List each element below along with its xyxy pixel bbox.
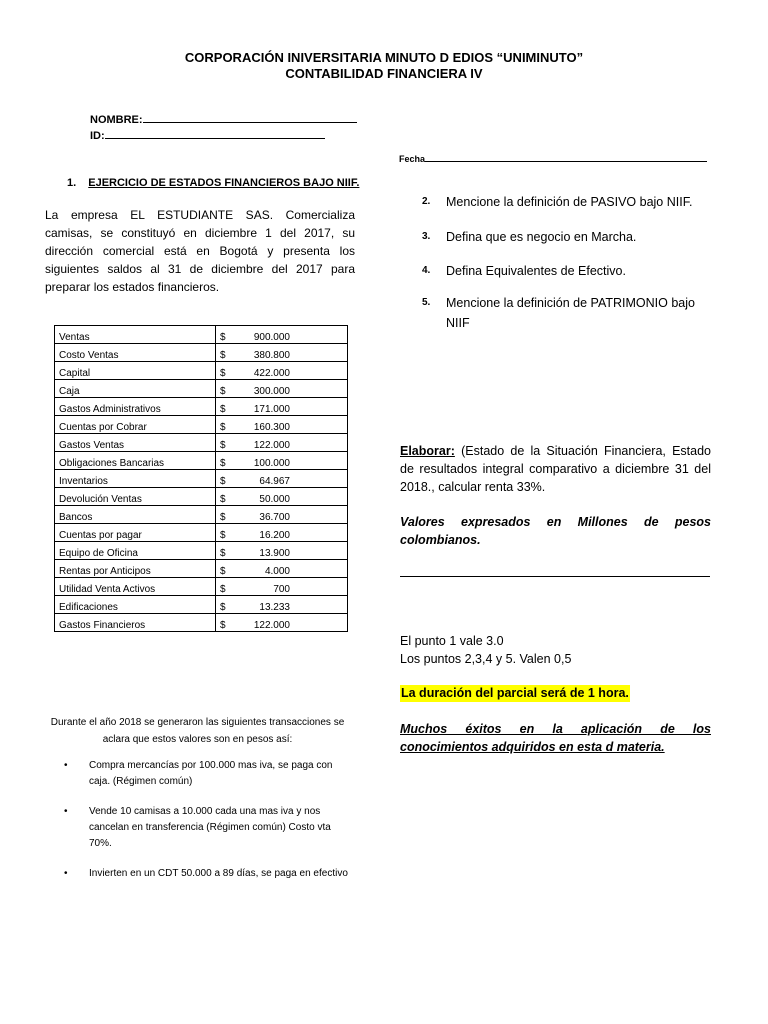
amount-value: 122.000 (253, 620, 290, 631)
amount-value: 4.000 (264, 566, 290, 577)
table-row (55, 416, 348, 434)
exercise-title: EJERCICIO DE ESTADOS FINANCIEROS BAJO NIIF. (88, 177, 360, 189)
values-note: Valores expresados en Millones de pesos colombianos. (400, 515, 711, 547)
balances-table (54, 325, 348, 632)
account-amount (216, 506, 348, 524)
amount-value: 122.000 (253, 440, 290, 451)
amount-value: 380.800 (253, 350, 290, 361)
amount-value: 100.000 (253, 458, 290, 469)
table-row (55, 326, 348, 344)
fecha-label: Fecha (399, 154, 426, 164)
account-amount (216, 578, 348, 596)
account-amount (216, 470, 348, 488)
id-field[interactable] (90, 127, 325, 142)
exercise-number: 1. (67, 177, 77, 189)
account-name: Gastos Ventas (55, 434, 216, 452)
question-text: Mencione la definición de PASIVO bajo NIIF. (446, 195, 693, 209)
question-2 (422, 195, 722, 213)
account-name: Bancos (55, 506, 216, 524)
table-row (55, 434, 348, 452)
currency-symbol: $ (220, 404, 226, 415)
account-amount (216, 452, 348, 470)
transaction-2-line3: 70%. (89, 838, 112, 849)
account-name: Capital (55, 362, 216, 380)
account-amount (216, 596, 348, 614)
table-row (55, 362, 348, 380)
table-row (55, 470, 348, 488)
currency-symbol: $ (220, 350, 226, 361)
amount-value: 13.900 (259, 548, 290, 559)
table-row (55, 578, 348, 596)
amount-value: 50.000 (259, 494, 290, 505)
divider (400, 576, 710, 577)
table-row (55, 560, 348, 578)
account-name: Equipo de Oficina (55, 542, 216, 560)
account-name: Ventas (55, 326, 216, 344)
transaction-3-line1: Invierten en un CDT 50.000 a 89 días, se paga en efectivo (89, 868, 348, 879)
question-text: Defina que es negocio en Marcha. (446, 230, 637, 244)
table-row (55, 452, 348, 470)
account-amount (216, 560, 348, 578)
score-line-2: Los puntos 2,3,4 y 5. Valen 0,5 (400, 652, 572, 666)
currency-symbol: $ (220, 566, 226, 577)
list-item (64, 758, 384, 798)
bullet-icon: • (64, 868, 68, 879)
transactions-intro-line2: aclara que estos valores son en pesos así: (102, 734, 293, 745)
nombre-blank[interactable] (143, 111, 357, 123)
account-amount (216, 434, 348, 452)
account-name: Cuentas por Cobrar (55, 416, 216, 434)
table-row (55, 398, 348, 416)
currency-symbol: $ (220, 368, 226, 379)
table-row (55, 488, 348, 506)
elaborar-instructions (400, 442, 711, 496)
amount-value: 171.000 (253, 404, 290, 415)
question-5 (422, 296, 722, 336)
amount-value: 700 (273, 584, 290, 595)
scoring (400, 632, 571, 668)
amount-value: 160.300 (253, 422, 290, 433)
account-name: Inventarios (55, 470, 216, 488)
currency-symbol: $ (220, 602, 226, 613)
document-title: CORPORACIÓN INIVERSITARIA MINUTO D EDIOS “UNIMINUTO” (184, 50, 584, 65)
account-name: Costo Ventas (55, 344, 216, 362)
account-amount (216, 398, 348, 416)
question-3 (422, 230, 722, 248)
account-amount (216, 416, 348, 434)
amount-value: 900.000 (253, 332, 290, 343)
transactions-intro (0, 714, 395, 748)
account-amount (216, 380, 348, 398)
id-blank[interactable] (105, 127, 325, 139)
farewell-note: Muchos éxitos en la aplicación de los conocimientos adquiridos en esta d materia. (400, 722, 711, 754)
exercise-intro: La empresa EL ESTUDIANTE SAS. Comercializa camisas, se constituyó en diciembre 1 del 2017, su dirección comercial está en Bogotá y presenta los siguientes saldos al 31 de diciembre del 2017 para preparar los estados financieros. (45, 208, 355, 294)
table-row (55, 614, 348, 632)
account-name: Utilidad Venta Activos (55, 578, 216, 596)
bullet-icon: • (64, 806, 68, 817)
amount-value: 16.200 (259, 530, 290, 541)
transactions-intro-line1: Durante el año 2018 se generaron las siguientes transacciones se (50, 717, 345, 728)
transaction-2-line1: Vende 10 camisas a 10.000 cada una mas iva y nos (89, 806, 321, 817)
currency-symbol: $ (220, 530, 226, 541)
currency-symbol: $ (220, 584, 226, 595)
table-row (55, 542, 348, 560)
account-amount (216, 614, 348, 632)
question-text: Mencione la definición de PATRIMONIO bajo (446, 296, 695, 310)
table-row (55, 380, 348, 398)
currency-symbol: $ (220, 458, 226, 469)
course-title: CONTABILIDAD FINANCIERA IV (285, 66, 483, 81)
currency-symbol: $ (220, 494, 226, 505)
exercise-heading (67, 177, 359, 189)
account-name: Edificaciones (55, 596, 216, 614)
question-number: 4. (422, 265, 431, 276)
currency-symbol: $ (220, 332, 226, 343)
table-row (55, 596, 348, 614)
question-text-cont: NIIF (446, 316, 470, 330)
list-item (64, 866, 384, 886)
account-amount (216, 344, 348, 362)
table-row (55, 506, 348, 524)
amount-value: 13.233 (259, 602, 290, 613)
question-number: 2. (422, 196, 431, 207)
duration-note: La duración del parcial será de 1 hora. (401, 686, 629, 700)
elaborar-label: Elaborar: (400, 444, 455, 458)
account-name: Cuentas por pagar (55, 524, 216, 542)
transaction-1-line2: caja. (Régimen común) (89, 776, 193, 787)
question-number: 3. (422, 231, 431, 242)
table-row (55, 344, 348, 362)
account-amount (216, 488, 348, 506)
amount-value: 422.000 (253, 368, 290, 379)
fecha-blank[interactable] (425, 152, 707, 162)
currency-symbol: $ (220, 440, 226, 451)
account-amount (216, 362, 348, 380)
amount-value: 300.000 (253, 386, 290, 397)
nombre-field[interactable] (90, 111, 357, 126)
currency-symbol: $ (220, 386, 226, 397)
account-name: Gastos Administrativos (55, 398, 216, 416)
account-name: Caja (55, 380, 216, 398)
account-name: Rentas por Anticipos (55, 560, 216, 578)
account-name: Gastos Financieros (55, 614, 216, 632)
currency-symbol: $ (220, 620, 226, 631)
elaborar-text: (Estado de la Situación Financiera, Estado de resultados integral comparativo a diciembre 31 del 2018., calcular renta 33%. (400, 444, 711, 494)
account-amount (216, 326, 348, 344)
transaction-1-line1: Compra mercancías por 100.000 mas iva, se paga con (89, 760, 333, 771)
currency-symbol: $ (220, 548, 226, 559)
bullet-icon: • (64, 760, 68, 771)
currency-symbol: $ (220, 422, 226, 433)
amount-value: 64.967 (259, 476, 290, 487)
account-name: Devolución Ventas (55, 488, 216, 506)
transaction-2-line2: cancelan en transferencia (Régimen común) Costo vta (89, 822, 331, 833)
list-item (64, 804, 384, 854)
nombre-label: NOMBRE: (90, 114, 143, 126)
account-amount (216, 524, 348, 542)
question-number: 5. (422, 297, 431, 308)
table-row (55, 524, 348, 542)
amount-value: 36.700 (259, 512, 290, 523)
question-4 (422, 264, 722, 282)
currency-symbol: $ (220, 476, 226, 487)
currency-symbol: $ (220, 512, 226, 523)
fecha-field[interactable] (399, 152, 707, 164)
account-name: Obligaciones Bancarias (55, 452, 216, 470)
id-label: ID: (90, 130, 105, 142)
score-line-1: El punto 1 vale 3.0 (400, 634, 504, 648)
question-text: Defina Equivalentes de Efectivo. (446, 264, 626, 278)
account-amount (216, 542, 348, 560)
